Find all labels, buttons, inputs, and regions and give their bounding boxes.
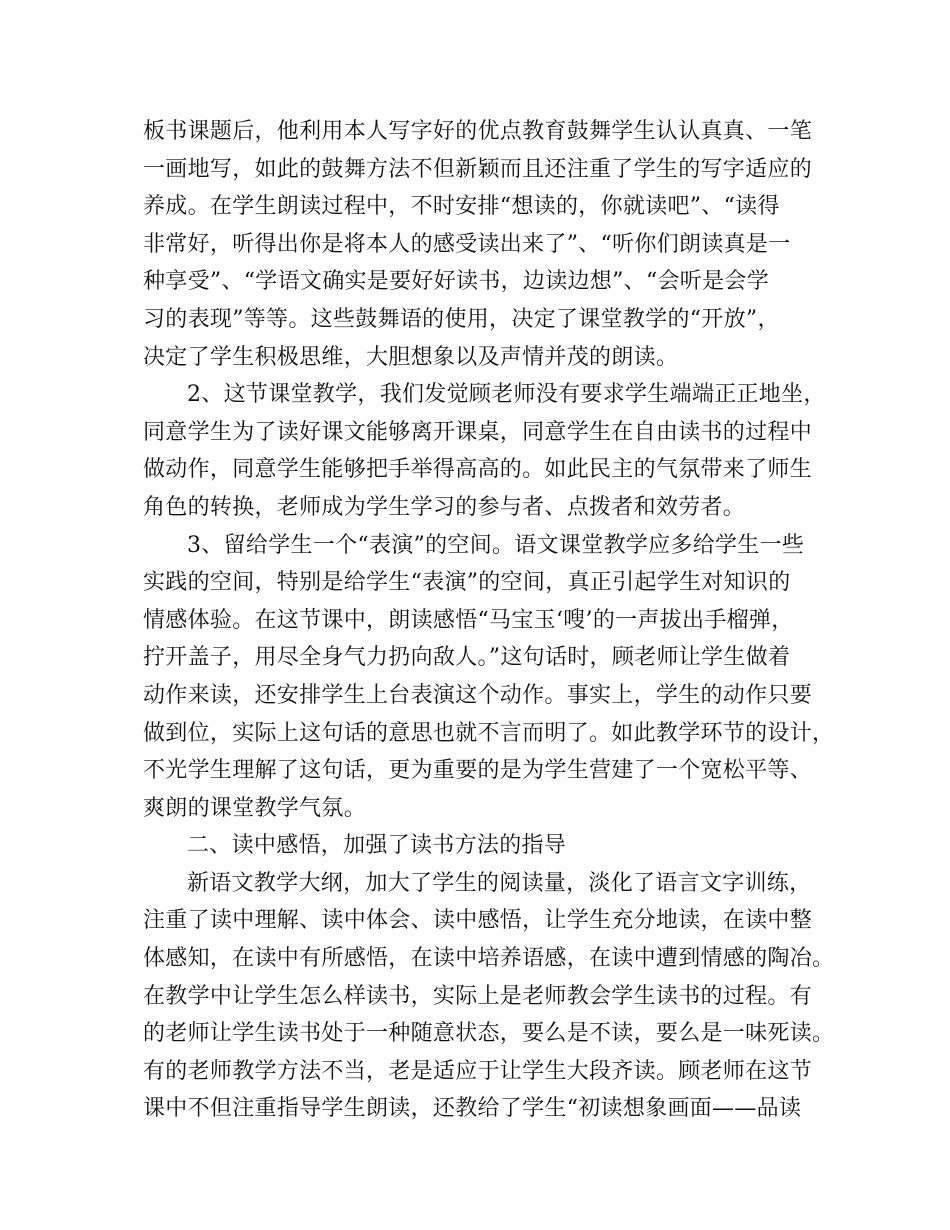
text-line: 动作来读，还安排学生上台表演这个动作。事实上，学生的动作只要 (143, 682, 813, 708)
text-line: 有的老师教学方法不当，老是适应于让学生大段齐读。顾老师在这节 (143, 1058, 813, 1084)
text-line: 角色的转换，老师成为学生学习的参与者、点拨者和效劳者。 (143, 494, 746, 520)
text-line: 板书课题后，他利用本人写字好的优点教育鼓舞学生认认真真、一笔 (143, 119, 813, 144)
text-line: 课中不但注重指导学生朗读，还教给了学生“初读想象画面——品读 (143, 1096, 802, 1122)
body-text (143, 113, 835, 1128)
text-line: 新语文教学大纲，加大了学生的阅读量，淡化了语言文字训练， (187, 870, 812, 896)
text-line: 2、这节课堂教学，我们发觉顾老师没有要求学生端端正正地坐， (187, 382, 826, 408)
text-line: 做到位，实际上这句话的意思也就不言而明了。如此教学环节的设计， (143, 720, 835, 746)
text-line: 做动作，同意学生能够把手举得高高的。如此民主的气氛带来了师生 (143, 457, 813, 483)
text-line: 同意学生为了读好课文能够离开课桌，同意学生在自由读书的过程中 (143, 419, 813, 445)
text-line: 二、读中感悟，加强了读书方法的指导 (187, 833, 567, 859)
text-line: 的老师让学生读书处于一种随意状态，要么是不读，要么是一味死读。 (143, 1021, 835, 1047)
text-line: 注重了读中理解、读中体会、读中感悟，让学生充分地读，在读中整 (143, 908, 813, 934)
text-line: 习的表现”等等。这些鼓舞语的使用，决定了课堂教学的“开放”， (143, 306, 780, 332)
text-line: 决定了学生积极思维，大胆想象以及声情并茂的朗读。 (143, 344, 679, 370)
text-line: 情感体验。在这节课中，朗读感悟“马宝玉‘嗖’的一声拔出手榴弹， (143, 607, 794, 633)
text-line: 实践的空间，特别是给学生“表演”的空间，真正引起学生对知识的 (143, 570, 791, 596)
text-line: 不光学生理解了这句话，更为重要的是为学生营建了一个宽松平等、 (143, 758, 813, 784)
text-line: 一画地写，如此的鼓舞方法不但新颖而且还注重了学生的写字适应的 (143, 156, 813, 182)
text-line: 拧开盖子，用尽全身气力扔向敌人。”这句话时，顾老师让学生做着 (143, 645, 791, 671)
text-line: 非常好，听得出你是将本人的感受读出来了”、“听你们朗读真是一 (143, 231, 791, 257)
text-line: 3、留给学生一个“表演”的空间。语文课堂教学应多给学生一些 (187, 532, 805, 558)
text-line: 种享受”、“学语文确实是要好好读书，边读边想”、“会听是会学 (143, 269, 769, 295)
text-line: 体感知，在读中有所感悟，在读中培养语感，在读中遭到情感的陶冶。 (143, 946, 835, 972)
text-line: 爽朗的课堂教学气氛。 (143, 795, 367, 821)
text-line: 在教学中让学生怎么样读书，实际上是老师教会学生读书的过程。有 (143, 983, 813, 1009)
text-line: 养成。在学生朗读过程中，不时安排“想读的，你就读吧”、“读得 (143, 194, 780, 220)
